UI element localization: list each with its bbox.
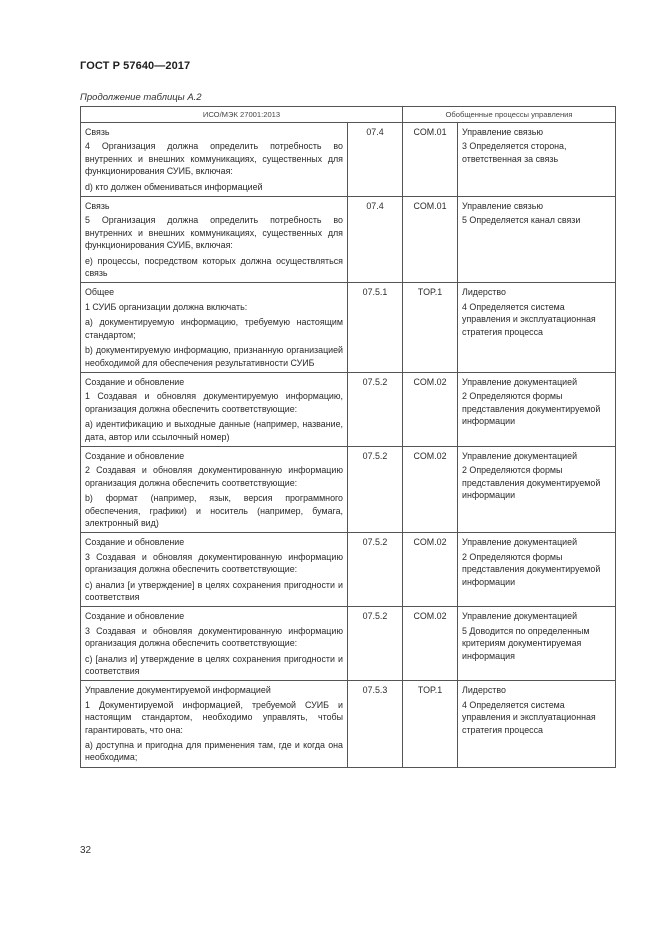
header-iso-standard: ИСО/МЭК 27001:2013 (81, 107, 403, 123)
process-title: Управление документацией (462, 450, 578, 461)
process-title: Управление связью (462, 201, 544, 212)
process-title: Лидерство (462, 685, 506, 696)
process-description: 5 Доводится по определенным критериям документируемая информация (462, 625, 590, 661)
process-cell (458, 123, 616, 197)
requirement-cell (81, 283, 348, 372)
requirement-title: Связь (85, 127, 110, 137)
process-description: 3 Определяется сторона, ответственная за связь (462, 141, 567, 164)
process-title: Управление документацией (462, 376, 578, 387)
process-description: 2 Определяются формы представления документируемой информации (462, 465, 601, 501)
process-cell (458, 533, 616, 607)
requirement-title: Создание и обновление (85, 376, 185, 387)
requirement-cell (81, 533, 348, 607)
process-cell (458, 446, 616, 532)
requirement-paragraph: a) доступна и пригодна для применения там, где и когда она необходима; (85, 740, 343, 763)
requirement-paragraph: 4 Организация должна определить потребность во внутренних и внешних коммуникациях, существенных для функционирования СУИБ, включая: (85, 141, 343, 177)
requirement-paragraph: b) документируемую информацию, признанную организацией необходимой для обеспечения результативности СУИБ (85, 345, 343, 368)
table-header-row (81, 107, 616, 123)
requirement-paragraph: c) [анализ и] утверждение в целях сохранения пригодности и соответствия (85, 653, 343, 677)
requirement-title: Связь (85, 201, 110, 212)
process-description: 5 Определяется канал связи (462, 215, 581, 226)
clause-number: 07.4 (348, 197, 403, 283)
requirement-title: Создание и обновление (85, 537, 185, 548)
requirement-paragraph: a) документируемую информацию, требуемую настоящим стандартом; (85, 317, 343, 340)
requirement-paragraph: 1 Создавая и обновляя документируемую информацию, организация должна обеспечить соответствующие: (85, 391, 343, 414)
table-row (81, 123, 616, 197)
requirement-paragraph: 1 Документируемой информацией, требуемой СУИБ и настоящим стандартом, необходимо управлять, чтобы гарантировать, что она: (85, 699, 343, 735)
requirement-paragraph: 5 Организация должна определить потребность во внутренних и внешних коммуникациях, существенных для функционирования СУИБ, включая: (85, 215, 343, 251)
process-cell (458, 681, 616, 767)
process-title: Лидерство (462, 287, 506, 298)
table-caption: Продолжение таблицы А.2 (80, 92, 202, 103)
process-code: COM.01 (403, 197, 458, 283)
process-cell (458, 607, 616, 681)
requirement-paragraph: c) анализ [и утверждение] в целях сохранения пригодности и соответствия (85, 579, 343, 602)
process-title: Управление документацией (462, 537, 578, 548)
process-description: 4 Определяется система управления и эксплуатационная стратегия процесса (462, 301, 596, 337)
requirement-paragraph: 3 Создавая и обновляя документированную информацию организация должна обеспечить соответствующие: (85, 625, 343, 649)
clause-number: 07.5.2 (348, 607, 403, 681)
process-description: 2 Определяются формы представления документируемой информации (462, 391, 601, 427)
document-header: ГОСТ Р 57640—2017 (80, 60, 191, 72)
table-row (81, 283, 616, 372)
process-code: COM.02 (403, 607, 458, 681)
process-code: COM.02 (403, 372, 458, 446)
process-cell (458, 197, 616, 283)
table-row (81, 681, 616, 767)
requirement-paragraph: 3 Создавая и обновляя документированную информацию организация должна обеспечить соответствующие: (85, 551, 343, 575)
table-body (81, 123, 616, 768)
requirement-cell (81, 123, 348, 197)
requirement-title: Общее (85, 287, 115, 298)
requirement-paragraph: a) идентификацию и выходные данные (например, название, дата, автор или ссылочный номер) (85, 419, 343, 442)
requirement-paragraph: 1 СУИБ организации должна включать: (85, 301, 248, 312)
process-description: 4 Определяется система управления и эксплуатационная стратегия процесса (462, 699, 596, 735)
requirement-title: Управление документируемой информацией (85, 685, 271, 696)
requirement-paragraph: 2 Создавая и обновляя документированную информацию организация должна обеспечить соответствующие: (85, 465, 343, 488)
clause-number: 07.5.1 (348, 283, 403, 372)
requirement-cell (81, 372, 348, 446)
clause-number: 07.5.2 (348, 372, 403, 446)
clause-number: 07.5.2 (348, 446, 403, 532)
clause-number: 07.4 (348, 123, 403, 197)
requirement-paragraph: b) формат (например, язык, версия программного обеспечения, графики) и носитель (например, бумага, электронный вид) (85, 493, 343, 528)
table-row (81, 446, 616, 532)
clause-number: 07.5.2 (348, 533, 403, 607)
process-code: COM.02 (403, 533, 458, 607)
process-code: COM.02 (403, 446, 458, 532)
table-row (81, 197, 616, 283)
process-cell (458, 283, 616, 372)
process-title: Управление документацией (462, 611, 578, 622)
header-generalized-processes: Обобщенные процессы управления (403, 107, 616, 123)
clause-number: 07.5.3 (348, 681, 403, 767)
page-number: 32 (80, 845, 92, 856)
requirement-paragraph: d) кто должен обмениваться информацией (85, 181, 263, 192)
process-code: TOP.1 (403, 681, 458, 767)
table-row (81, 372, 616, 446)
requirement-cell (81, 681, 348, 767)
process-code: COM.01 (403, 123, 458, 197)
process-code: TOP.1 (403, 283, 458, 372)
process-cell (458, 372, 616, 446)
mapping-table (80, 106, 616, 768)
requirement-cell (81, 607, 348, 681)
requirement-cell (81, 446, 348, 532)
process-description: 2 Определяются формы представления документируемой информации (462, 551, 601, 587)
requirement-title: Создание и обновление (85, 611, 185, 622)
requirement-cell (81, 197, 348, 283)
requirement-title: Создание и обновление (85, 450, 185, 461)
table-row (81, 607, 616, 681)
table-row (81, 533, 616, 607)
requirement-paragraph: e) процессы, посредством которых должна осуществляться связь (85, 255, 343, 279)
process-title: Управление связью (462, 127, 544, 137)
